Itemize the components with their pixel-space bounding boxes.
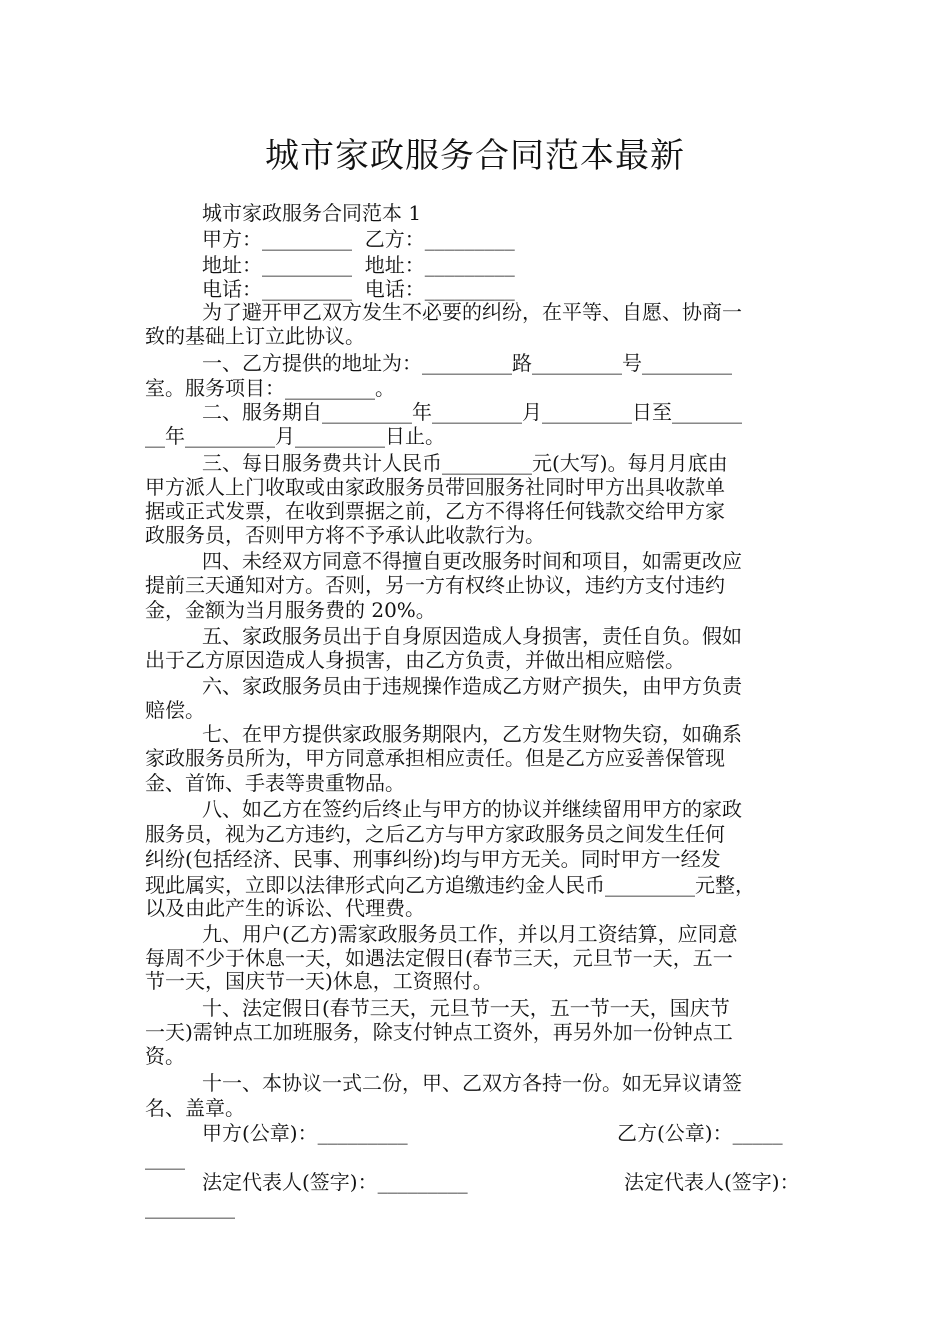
party-line: 电话：_________ 电话：_________ — [202, 277, 515, 301]
body-line: 资。 — [145, 1044, 185, 1068]
body-line: 致的基础上订立此协议。 — [145, 324, 365, 348]
body-line: 现此属实，立即以法律形式向乙方追缴违约金人民币_________元整， — [145, 873, 755, 897]
body-line: 出于乙方原因造成人身损害，由乙方负责，并做出相应赔偿。 — [145, 648, 685, 672]
body-line: 服务员，视为乙方违约，之后乙方与甲方家政服务员之间发生任何 — [145, 822, 725, 846]
body-line: 提前三天通知对方。否则，另一方有权终止协议，违约方支付违约 — [145, 573, 725, 597]
body-line: __年_________月_________日止。 — [145, 424, 445, 448]
body-line: 赔偿。 — [145, 698, 205, 722]
party-a-seal-line: 甲方(公章)：_________ — [202, 1121, 408, 1145]
body-line: 每周不少于休息一天，如遇法定假日(春节三天，元旦节一天，五一 — [145, 946, 733, 970]
body-line: 纠纷(包括经济、民事、刑事纠纷)均与甲方无关。同时甲方一经发 — [145, 847, 721, 871]
body-line: 一天)需钟点工加班服务，除支付钟点工资外，再另外加一份钟点工 — [145, 1020, 733, 1044]
body-line: 名、盖章。 — [145, 1096, 245, 1120]
body-line: 十一、本协议一式二份，甲、乙双方各持一份。如无异议请签 — [202, 1071, 742, 1095]
body-line: 五、家政服务员出于自身原因造成人身损害，责任自负。假如 — [202, 624, 742, 648]
body-line: 八、如乙方在签约后终止与甲方的协议并继续留用甲方的家政 — [202, 797, 742, 821]
contract-subtitle: 城市家政服务合同范本 1 — [202, 201, 422, 225]
body-line: 七、在甲方提供家政服务期限内，乙方发生财物失窃，如确系 — [202, 722, 742, 746]
body-line: 六、家政服务员由于违规操作造成乙方财产损失，由甲方负责 — [202, 674, 742, 698]
body-line: 十、法定假日(春节三天，元旦节一天，五一节一天，国庆节 — [202, 996, 730, 1020]
party-b-seal-continuation: ____ — [145, 1146, 185, 1170]
document-title: 城市家政服务合同范本最新 — [265, 136, 685, 176]
party-line: 甲方：_________ 乙方：_________ — [202, 227, 515, 251]
body-line: 以及由此产生的诉讼、代理费。 — [145, 896, 425, 920]
body-line: 四、未经双方同意不得擅自更改服务时间和项目，如需更改应 — [202, 549, 742, 573]
body-line: 家政服务员所为，甲方同意承担相应责任。但是乙方应妥善保管现 — [145, 746, 725, 770]
body-line: 金、首饰、手表等贵重物品。 — [145, 771, 405, 795]
body-line: 二、服务期自_________年_________月_________日至_______ — [202, 400, 742, 424]
body-line: 金，金额为当月服务费的 20%。 — [145, 598, 436, 622]
party-line: 地址：_________ 地址：_________ — [202, 253, 515, 277]
body-line: 据或正式发票，在收到票据之前，乙方不得将任何钱款交给甲方家 — [145, 499, 725, 523]
body-line: 三、每日服务费共计人民币_________元(大写)。每月月底由 — [202, 451, 728, 475]
party-b-representative-line: 法定代表人(签字)： — [624, 1170, 800, 1194]
body-line: 为了避开甲乙双方发生不必要的纠纷，在平等、自愿、协商一 — [202, 300, 742, 324]
body-line: 政服务员，否则甲方将不予承认此收款行为。 — [145, 523, 545, 547]
body-line: 甲方派人上门收取或由家政服务员带回服务社同时甲方出具收款单 — [145, 475, 725, 499]
party-b-seal-line: 乙方(公章)：_____ — [617, 1121, 783, 1145]
body-line: 室。服务项目：_________。 — [145, 376, 395, 400]
body-line: 节一天，国庆节一天)休息，工资照付。 — [145, 969, 493, 993]
body-line: 九、用户(乙方)需家政服务员工作，并以月工资结算，应同意 — [202, 922, 738, 946]
body-line: 一、乙方提供的地址为：_________路_________号_________ — [202, 351, 732, 375]
party-b-representative-continuation: _________ — [145, 1195, 235, 1219]
party-a-representative-line: 法定代表人(签字)：_________ — [202, 1170, 468, 1194]
